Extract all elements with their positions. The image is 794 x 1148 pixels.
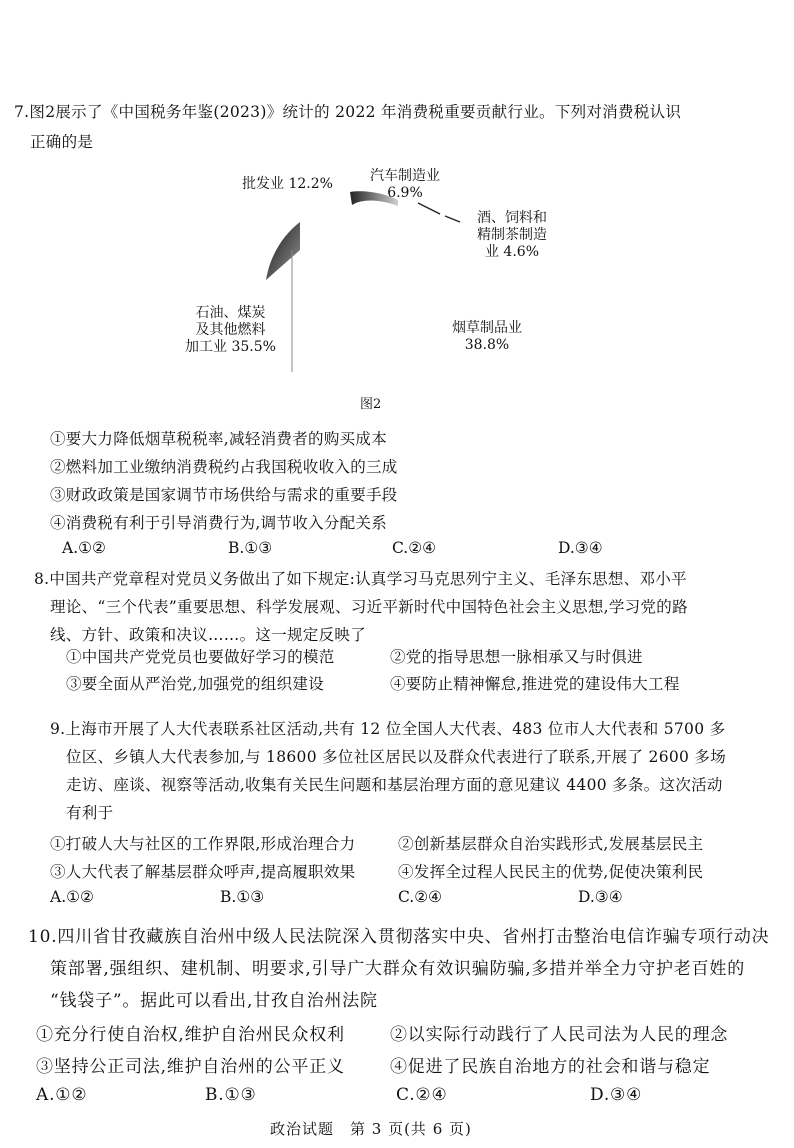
q8-stem-line-1: 8.中国共产党章程对党员义务做出了如下规定:认真学习马克思列宁主义、毛泽东思想、邓小平 [34,570,687,588]
q9-stem-line-3: 走访、座谈、视察等活动,收集有关民生问题和基层治理方面的意见建议 4400 多条。这次活动 [66,776,723,794]
q8-statement-3: ③要全面从严治党,加强党的组织建设 [66,675,325,693]
q10-stem-line-1: 10.四川省甘孜藏族自治州中级人民法院深入贯彻落实中央、省州打击整治电信诈骗专项行动决 [28,927,770,947]
label-liquor: 酒、饲料和 精制茶制造 业 4.6% [477,210,547,260]
q8-statement-1: ①中国共产党党员也要做好学习的模范 [66,648,335,666]
q7-stem-line-1: 7.图2展示了《中国税务年鉴(2023)》统计的 2022 年消费税重要贡献行业。下列对消费税认识 [14,103,682,121]
q8-statement-4: ④要防止精神懈怠,推进党的建设伟大工程 [390,675,680,693]
q7-option-c: C.②④ [392,539,437,557]
q9-option-d: D.③④ [578,888,623,906]
q8-statement-2: ②党的指导思想一脉相承又与时俱进 [390,648,643,666]
q10-option-a: A.①② [36,1085,88,1105]
pie-slices [266,180,490,400]
q7-statement-3: ③财政政策是国家调节市场供给与需求的重要手段 [50,486,398,504]
q8-stem-line-2: 理论、“三个代表”重要思想、科学发展观、习近平新时代中国特色社会主义思想,学习党的路 [50,598,688,616]
q7-statement-4: ④消费税有利于引导消费行为,调节收入分配关系 [50,514,388,532]
q9-option-a: A.①② [50,888,94,906]
label-wholesale: 批发业 12.2% [242,176,333,192]
q10-statement-3: ③坚持公正司法,维护自治州的公平正义 [36,1057,345,1077]
q7-option-a: A.①② [62,539,106,557]
q9-stem-line-4: 有利于 [66,804,114,822]
q8-stem-line-3: 线、方针、政策和决议……。这一规定反映了 [50,626,367,644]
q9-statement-1: ①打破人大与社区的工作界限,形成治理合力 [50,835,356,853]
q9-stem-line-1: 9.上海市开展了人大代表联系社区活动,共有 12 位全国人大代表、483 位市人大代表和 5700 多 [50,720,726,738]
page-footer: 政治试题 第 3 页(共 6 页) [270,1120,472,1138]
q7-statement-1: ①要大力降低烟草税税率,减轻消费者的购买成本 [50,430,388,448]
q9-statement-2: ②创新基层群众自治实践形式,发展基层民主 [398,835,704,853]
label-petroleum: 石油、煤炭 及其他燃料 加工业 35.5% [185,305,276,355]
label-auto: 汽车制造业 6.9% [370,168,440,201]
label-tobacco: 烟草制品业 38.8% [452,320,522,353]
q10-option-b: B.①③ [205,1085,257,1105]
q7-option-b: B.①③ [228,539,273,557]
q7-stem-line-2: 正确的是 [30,133,94,151]
q10-statement-2: ②以实际行动践行了人民司法为人民的理念 [390,1025,729,1045]
q10-stem-line-3: “钱袋子”。据此可以看出,甘孜自治州法院 [50,991,378,1011]
q9-option-b: B.①③ [220,888,265,906]
q9-option-c: C.②④ [398,888,443,906]
q9-statement-4: ④发挥全过程人民民主的优势,促使决策利民 [398,863,704,881]
q9-stem-line-2: 位区、乡镇人大代表参加,与 18600 多位社区居民以及群众代表进行了联系,开展了 2600 多场 [66,748,727,766]
figure-caption: 图2 [360,397,382,412]
q9-statement-3: ③人大代表了解基层群众呼声,提高履职效果 [50,863,356,881]
q7-statement-2: ②燃料加工业缴纳消费税约占我国税收收入的三成 [50,458,398,476]
q7-option-d: D.③④ [558,539,603,557]
q10-stem-line-2: 策部署,强组织、建机制、明要求,引导广大群众有效识骗防骗,多措并举全力守护老百姓的 [50,959,746,979]
q10-statement-1: ①充分行使自治权,维护自治州民众权利 [36,1025,345,1045]
q10-option-d: D.③④ [590,1085,643,1105]
pie-chart [0,0,794,420]
q10-option-c: C.②④ [396,1085,448,1105]
q10-statement-4: ④促进了民族自治地方的社会和谐与稳定 [390,1057,711,1077]
